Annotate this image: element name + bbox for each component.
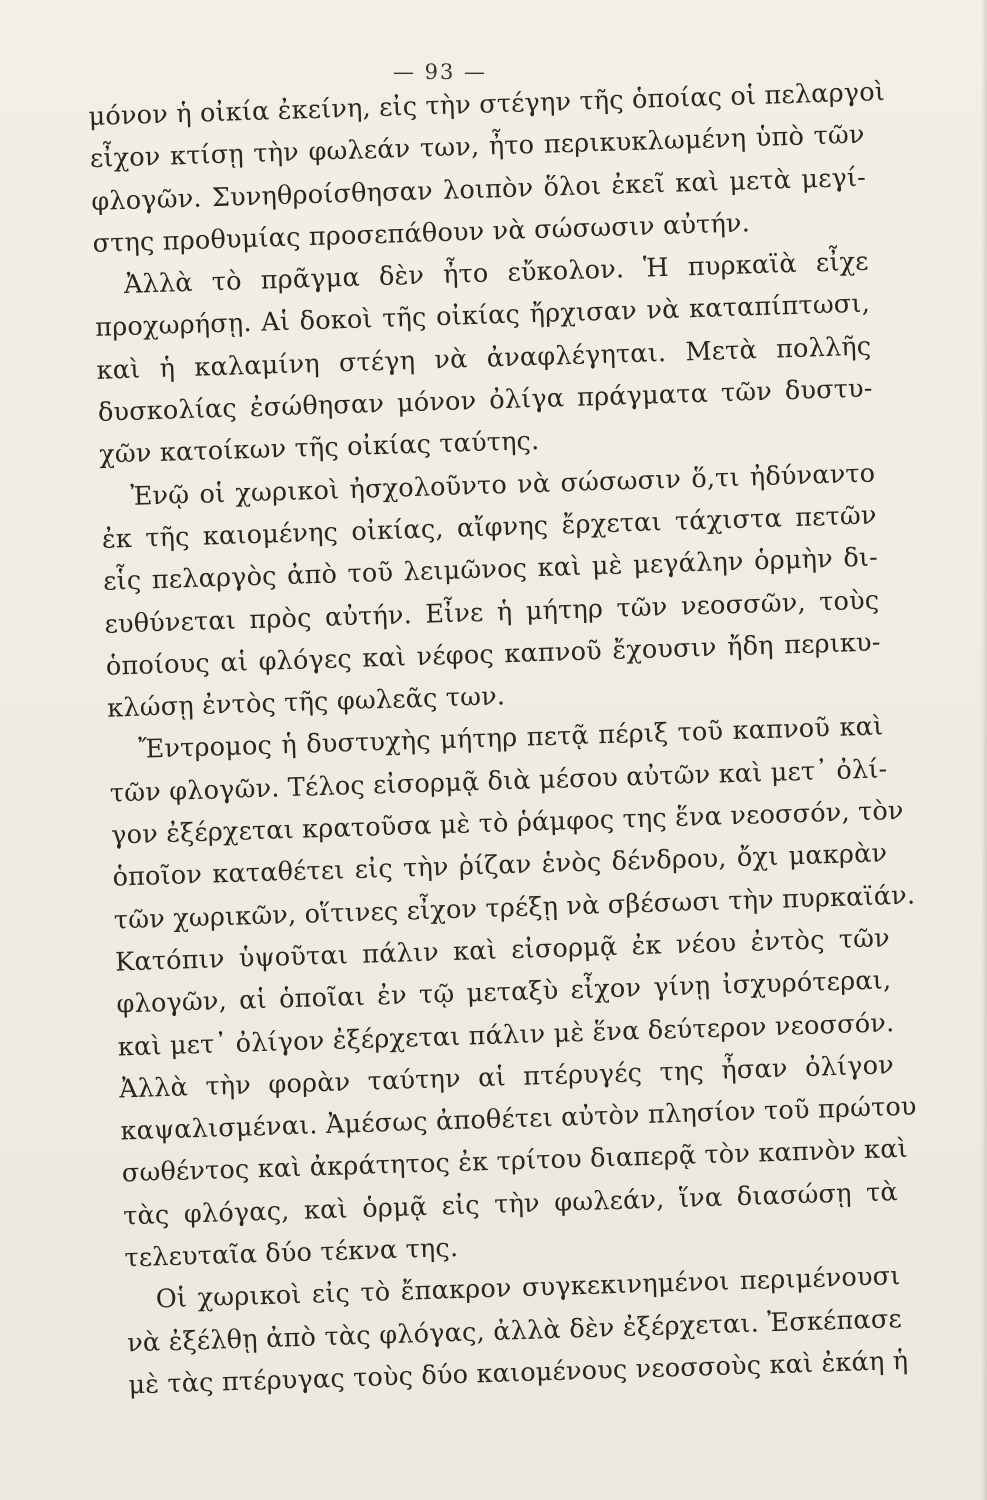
text-line: στης προθυμίας προσεπάθουν νὰ σώσωσιν αὐτήν.: [92, 208, 751, 259]
text-line: καψαλισμέναι. Ἀμέσως ἀποθέτει αὐτὸν πλησίον τοῦ πρώτου: [120, 1091, 918, 1147]
text-line: Ἀλλὰ τὴν φορὰν ταύτην αἱ πτέρυγές της ἦσαν ὀλίγον: [118, 1050, 895, 1105]
text-line: κλώσῃ ἐντὸς τῆς φωλεᾶς των.: [106, 681, 506, 724]
text-line: γον ἐξέρχεται κρατοῦσα μὲ τὸ ῥάμφος της ἕνα νεοσσόν, τὸν: [110, 795, 905, 851]
text-line: τελευταῖα δύο τέκνα της.: [124, 1232, 459, 1274]
text-line: ὁποῖον καταθέτει εἰς τὴν ῥίζαν ἑνὸς δένδρου, ὄχι μακρὰν: [112, 838, 888, 893]
text-line: καὶ ἡ καλαμίνη στέγη νὰ ἀναφλέγηται. Μετὰ πολλῆς: [96, 331, 872, 386]
text-line: Ἀλλὰ τὸ πρᾶγμα δὲν ἦτο εὔκολον. Ἡ πυρκαϊὰ εἶχε: [123, 246, 870, 301]
page-number: — 93 —: [392, 60, 488, 84]
text-line: ἐκ τῆς καιομένης οἰκίας, αἴφνης ἔρχεται τάχιστα πετῶν: [101, 500, 878, 555]
text-line: τῶν χωρικῶν, οἵτινες εἶχον τρέξῃ νὰ σβέσωσι τὴν πυρκαϊάν.: [113, 880, 916, 936]
text-line: Οἱ χωρικοὶ εἰς τὸ ἔπακρον συγκεκινημένοι περιμένουσι: [155, 1261, 901, 1315]
text-line: Ἔντρομος ἡ δυστυχὴς μήτηρ πετᾷ πέριξ τοῦ καπνοῦ καὶ: [138, 711, 884, 766]
text-line: φλογῶν. Συνηθροίσθησαν λοιπὸν ὅλοι ἐκεῖ καὶ μετὰ μεγί-: [90, 162, 867, 217]
text-line: σωθέντος καὶ ἀκράτητος ἐκ τρίτου διαπερᾷ τὸν καπνὸν καὶ: [121, 1134, 909, 1189]
text-line: τῶν φλογῶν. Τέλος εἰσορμᾷ διὰ μέσου αὐτῶν καὶ μετ᾽ ὀλί-: [109, 753, 888, 809]
text-line: καὶ μετ᾽ ὀλίγον ἐξέρχεται πάλιν μὲ ἕνα δεύτερον νεοσσόν.: [117, 1007, 895, 1063]
body-text: [88, 72, 918, 1407]
text-line: μόνον ἡ οἰκία ἐκείνη, εἰς τὴν στέγην τῆς ὁποίας οἱ πελαργοὶ: [88, 76, 886, 132]
text-line: τὰς φλόγας, καὶ ὁρμᾷ εἰς τὴν φωλεάν, ἵνα διασώσῃ τὰ: [122, 1176, 899, 1232]
text-line: ὁποίους αἱ φλόγες καὶ νέφος καπνοῦ ἔχουσιν ἤδη περικυ-: [105, 627, 882, 682]
text-line: Κατόπιν ὑψοῦται πάλιν καὶ εἰσορμᾷ ἐκ νέου ἐντὸς τῶν: [114, 923, 891, 978]
text-line: ευθύνεται πρὸς αὐτήν. Εἶνε ἡ μήτηρ τῶν νεοσσῶν, τοὺς: [104, 584, 880, 640]
text-line: Ἐνῷ οἱ χωρικοὶ ἠσχολοῦντο νὰ σώσωσιν ὅ,τι ἠδύναντο: [130, 458, 876, 512]
text-line: εἷς πελαργὸς ἀπὸ τοῦ λειμῶνος καὶ μὲ μεγάλην ὁρμὴν δι-: [102, 542, 879, 598]
text-line: προχωρήσῃ. Αἱ δοκοὶ τῆς οἰκίας ἤρχισαν νὰ καταπίπτωσι,: [94, 289, 871, 344]
text-line: δυσκολίας ἐσώθησαν μόνον ὀλίγα πράγματα τῶν δυστυ-: [97, 373, 874, 428]
page-edge-shadow: [981, 0, 987, 1500]
text-line: φλογῶν, αἱ ὁποῖαι ἐν τῷ μεταξὺ εἶχον γίνῃ ἰσχυρότεραι,: [116, 965, 892, 1020]
text-line: μὲ τὰς πτέρυγας τοὺς δύο καιομένους νεοσσοὺς καὶ ἐκάη ἡ: [128, 1345, 909, 1401]
text-line: εἶχον κτίσῃ τὴν φωλεάν των, ἦτο περικυκλωμένη ὑπὸ τῶν: [89, 119, 866, 175]
text-line: νὰ ἐξέλθῃ ἀπὸ τὰς φλόγας, ἀλλὰ δὲν ἐξέρχεται. Ἐσκέπασε: [126, 1303, 903, 1358]
text-line: χῶν κατοίκων τῆς οἰκίας ταύτης.: [98, 426, 540, 471]
